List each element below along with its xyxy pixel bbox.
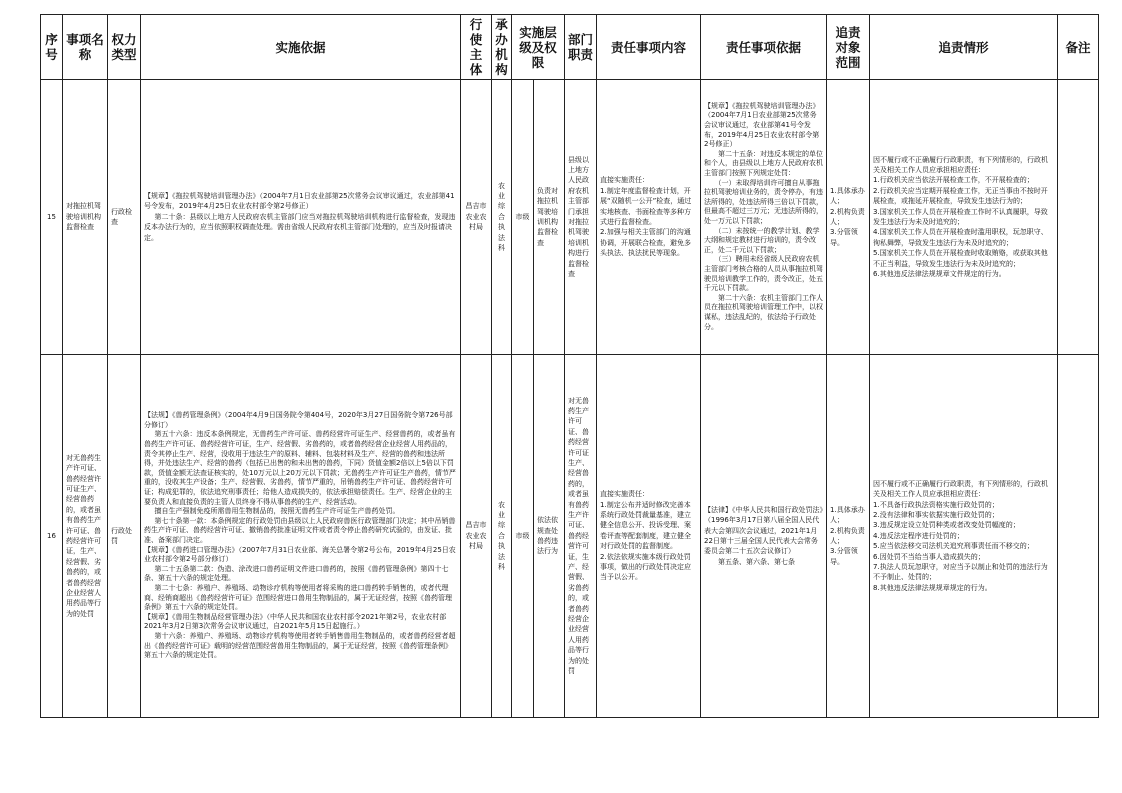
table-row xyxy=(41,80,1099,355)
row-type: 行政检查 xyxy=(108,80,141,355)
row-agency: 农业综合执法科 xyxy=(492,355,512,718)
row-note xyxy=(1058,80,1099,355)
header-situation: 追责情形 xyxy=(870,15,1058,80)
row-situation: 因不履行或不正确履行行政职责，有下列情形的，行政机关及相关工作人员应承担相应责任： 1.行政机关应当依法开展检查工作，不开展检查的； 2.行政机关应当定期开展检查工作，无正当事由不按时开展检查，或拖延开展检查，导致发生违法行为的； 3.国家机关工作人员在开展检查工作时不认真履职，导致发生违法行为未及时追究的； 4.国家机关工作人员在开展检查时滥用职权，玩忽职守、徇私舞弊，导致发生违法行为未及时追究的； 5.国家机关工作人员在开展检查时收取贿赂，或获取其他不正当利益，导致发生违法行为未及时追究的； 6.其他违反法律法规规章文件规定的行为。 xyxy=(870,80,1058,355)
responsibility-table xyxy=(40,14,1099,718)
basis-para: 【法规】《兽药管理条例》（2004年4月9日国务院令第404号，2020年3月27日国务院令第726号部分修订） xyxy=(144,411,453,429)
row-content-basis: 【法律】《中华人民共和国行政处罚法》（1996年3月17日第八届全国人民代表大会第四次会议通过，2021年1月22日第十三届全国人民代表大会常务委员会第二十五次会议修订） 第五条、第六条、第七条 xyxy=(701,355,827,718)
row-scope: 1.具体承办人； 2.机构负责人； 3.分管领导。 xyxy=(827,80,870,355)
row-name: 对无兽药生产许可证、兽药经营许可证生产、经营兽药的，或者虽有兽药生产许可证、兽药经营许可证，生产、经营假、劣兽药的，或者兽药经营企业经营人用药品等行为的处罚 xyxy=(63,355,108,718)
row-level: 市级 xyxy=(512,355,534,718)
basis-para: 第七十条第一款：本条例规定的行政处罚由县级以上人民政府兽医行政管理部门决定；其中吊销兽药生产许可证、兽药经营许可证、撤销兽药批准证明文件或者责令停止兽药研究试验的，由发证、批准、备案部门决定。 xyxy=(144,516,456,544)
header-name: 事项名称 xyxy=(63,15,108,80)
header-subject: 行使主体 xyxy=(461,15,492,80)
row-duty: 负责对拖拉机驾驶培训机构监督检查 xyxy=(534,80,565,355)
row-type: 行政处罚 xyxy=(108,355,141,718)
header-basis: 实施依据 xyxy=(141,15,461,80)
header-content-basis: 责任事项依据 xyxy=(701,15,827,80)
basis-para: 第二十五条第二款：伪造、涂改进口兽药证明文件进口兽药的，按照《兽药管理条例》第四十七条、第五十六条的规定处理。 xyxy=(144,564,449,583)
row-duty2: 对无兽药生产许可证、兽药经营许可证生产、经营兽药的，或者虽有兽药生产许可证、兽药经营许可证，生产、经营假、劣兽药的，或者兽药经营企业经营人用药品等行为的处罚 xyxy=(565,355,597,718)
basis-para: 第十六条：养殖户、养殖场、动物诊疗机构等使用者转手销售兽用生物制品的，或者兽药经营者超出《兽药经营许可证》载明的经营范围经营兽用生物制品的，属于无证经营，按照《兽药管理条例》第五十六条的规定处罚。 xyxy=(144,631,456,660)
row-name: 对拖拉机驾驶培训机构监督检查 xyxy=(63,80,108,355)
basis-para: 擅自生产强制免疫所需兽用生物制品的，按照无兽药生产许可证生产兽药处罚。 xyxy=(154,507,400,516)
header-level: 实施层级及权限 xyxy=(512,15,565,80)
row-no: 16 xyxy=(41,355,63,718)
header-duty: 部门职责 xyxy=(565,15,597,80)
table-row xyxy=(41,355,1099,718)
row-subject: 昌吉市农业农村局 xyxy=(461,80,492,355)
row-scope: 1.具体承办人； 2.机构负责人； 3.分管领导。 xyxy=(827,355,870,718)
header-scope: 追责对象范围 xyxy=(827,15,870,80)
basis-para: 第二十条：县级以上地方人民政府农机主管部门应当对拖拉机驾驶培训机构进行监督检查，发现违反本办法行为的，应当依照职权调查处理。需由省级人民政府农机主管部门处理的，应当及时报请决定。 xyxy=(144,212,456,242)
row-basis xyxy=(141,80,461,355)
header-type: 权力类型 xyxy=(108,15,141,80)
header-note: 备注 xyxy=(1058,15,1099,80)
row-level: 市级 xyxy=(512,80,534,355)
basis-para: 第二十七条：养殖户、养殖场、动物诊疗机构等使用者将采购的进口兽药转手销售的，或者代理商、经销商超出《兽药经营许可证》范围经营进口兽用生物制品的，属于无证经营，按照《兽药管理条例》第五十六条的规定处罚。 xyxy=(144,583,452,612)
row-situation: 因不履行或不正确履行行政职责，有下列情形的，行政机关及相关工作人员应承担相应责任： 1.不具备行政执法资格实施行政处罚的； 2.没有法律和事实依据实施行政处罚的； 3.违反规定设立处罚种类或者改变处罚幅度的； 4.违反法定程序进行处罚的； 5.应当依法移交司法机关追究刑事责任而不移交的； 6.因处罚不当给当事人造成损失的； 7.执法人员玩忽职守，对应当予以制止和处罚的违法行为不予制止、处罚的； 8.其他违反法律法规规章规定的行为。 xyxy=(870,355,1058,718)
row-note xyxy=(1058,355,1099,718)
row-content: 直接实施责任： 1.制定年度监督检查计划，开展“双随机一公开”检查，通过实地核查、书面检查等多种方式进行监督检查。 2.加强与相关主管部门的沟通协调，开展联合检查，避免多头执法、执法扰民等现象。 xyxy=(597,80,701,355)
basis-para: 第五十六条：违反本条例规定，无兽药生产许可证、兽药经营许可证生产、经营兽药的，或者虽有兽药生产许可证、兽药经营许可证，生产、经营假、劣兽药的，或者兽药经营企业经营人用药品的，责令其停止生产、经营，没收用于违法生产的原料、辅料、包装材料及生产、经营的兽药和违法所得，并处违法生产、经营的兽药（包括已出售的和未出售的兽药，下同）货值金额2倍以上5倍以下罚款，货值金额无法查证核实的，处10万元以上20万元以下罚款；无兽药生产许可证生产兽药，情节严重的，没收其生产设备；生产、经营假、劣兽药，情节严重的，吊销兽药生产许可证、兽药经营许可证；构成犯罪的，依法追究刑事责任；给他人造成损失的，依法承担赔偿责任。生产、经营企业的主要负责人和直接负责的主管人员终身不得从事兽药的生产、经营活动。 xyxy=(144,430,456,506)
basis-para: 【规章】《拖拉机驾驶培训管理办法》（2004年7月1日农业部第25次常务会议审议通过，农业部第41号令发布，2019年4月25日农业农村部令第2号修正） xyxy=(144,191,455,211)
header-agency: 承办机构 xyxy=(492,15,512,80)
row-duty: 依法依规查处兽药违法行为 xyxy=(534,355,565,718)
header-row xyxy=(41,15,1099,80)
header-no: 序号 xyxy=(41,15,63,80)
row-no: 15 xyxy=(41,80,63,355)
row-content-basis: 【规章】《拖拉机驾驶培训管理办法》（2004年7月1日农业部第25次常务会议审议通过，农业部第41号令发布，2019年4月25日农业农村部令第2号修正） 第二十五条：对违反本规定的单位和个人，由县级以上地方人民政府农机主管部门按照下列规定处罚： （一）未取得培训许可擅自从事拖拉机驾驶培训业务的，责令停办，有违法所得的，处违法所得三倍以下罚款，但最高不超过三万元；无违法所得的，处一万元以下罚款； （二）未按统一的教学计划、教学大纲和规定教材进行培训的，责令改正，处二千元以下罚款； （三）聘用未经省级人民政府农机主管部门考核合格的人员从事拖拉机驾驶员培训教学工作的，责令改正，处五千元以下罚款。 第二十六条：农机主管部门工作人员在拖拉机驾驶培训管理工作中，以权谋私，违法乱纪的，依法给予行政处分。 xyxy=(701,80,827,355)
row-agency: 农业综合执法科 xyxy=(492,80,512,355)
row-duty2: 县级以上地方人民政府农机主管部门承担对拖拉机驾驶培训机构进行监督检查 xyxy=(565,80,597,355)
row-subject: 昌吉市农业农村局 xyxy=(461,355,492,718)
row-basis xyxy=(141,355,461,718)
header-content: 责任事项内容 xyxy=(597,15,701,80)
basis-para: 【规章】《兽用生物制品经营管理办法》（中华人民共和国农业农村部令2021年第2号，农业农村部2021年3月2日第3次常务会议审议通过，自2021年5月15日起施行。） xyxy=(144,612,447,631)
row-content: 直接实施责任： 1.制定公布并适时修改完善本系统行政处罚裁量基准，建立健全信息公开、投诉受理、案卷评查等配套制度，建立健全对行政处罚的监督制度。 2.依法依规实施本级行政处罚事项，做出的行政处罚决定应当予以公开。 xyxy=(597,355,701,718)
basis-para: 【规章】《兽药进口管理办法》（2007年7月31日农业部、海关总署令第2号公布，2019年4月25日农业农村部令第2号部分修订） xyxy=(144,545,456,564)
